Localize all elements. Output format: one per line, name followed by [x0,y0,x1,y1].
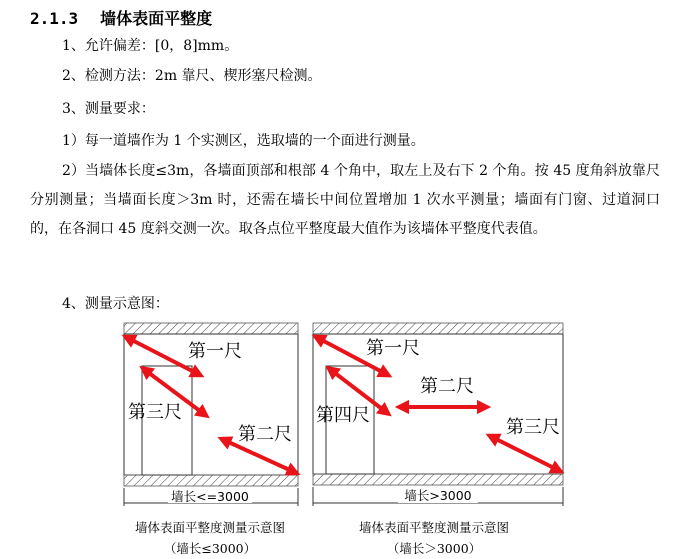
right-label-ruler3: 第三尺 [506,417,560,438]
left-label-ruler3: 第三尺 [128,402,182,423]
right-arrow-ruler3 [492,437,558,470]
right-label-ruler2: 第二尺 [420,376,474,397]
left-subcaption: （墙长≤3000） [163,541,257,556]
left-caption: 墙体表面平整度测量示意图 [134,520,285,535]
method-text: 2、检测方法：2m 靠尺、楔形塞尺检测。 [62,68,322,84]
right-subcaption: （墙长＞3000） [386,541,482,556]
section-number: 2.1.3 [30,9,79,28]
right-ceiling-hatch [313,323,563,334]
diagram-heading: 4、测量示意图： [62,296,169,312]
left-dimension-label: 墙长<=3000 [171,489,249,504]
right-dimension-label: 墙长>3000 [404,488,472,503]
allowance-text: 1、允许偏差：[0，8]mm。 [62,38,239,54]
section-title: 墙体表面平整度 [100,9,213,28]
left-diagram [124,323,298,506]
right-floor-hatch [313,474,563,485]
right-diagram [313,323,563,506]
right-label-ruler4: 第四尺 [316,405,370,426]
left-label-ruler2: 第二尺 [238,424,292,445]
requirements-heading: 3、测量要求： [62,101,155,117]
requirement-1: 1）每一道墙作为 1 个实测区，选取墙的一个面进行测量。 [62,133,425,149]
requirement-2: 2）当墙体长度≤3m，各墙面顶部和根部 4 个角中，取左上及右下 2 个角。按 45 度角斜放靠尺分别测量；当墙面长度＞3m 时，还需在墙长中间位置增加 1 次水平测量；墙面有门窗、过道洞口的，在各洞口 45 度斜交测一次。取各点位平整度最大值作为该墙体平整度代表值。 [30,163,660,237]
left-label-ruler1: 第一尺 [188,341,242,362]
left-ceiling-hatch [124,323,298,334]
right-caption: 墙体表面平整度测量示意图 [358,520,509,535]
right-label-ruler1: 第一尺 [366,338,420,359]
left-floor-hatch [124,475,298,486]
